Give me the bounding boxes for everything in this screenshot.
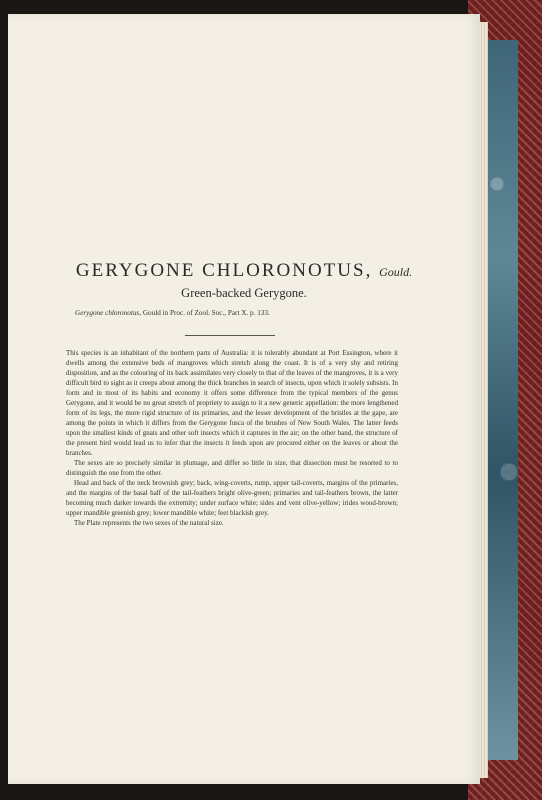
paragraph-2: The sexes are so precisely similar in plumage, and differ so little in size, that dissection must be resorted to to distinguish the one from the other. — [66, 459, 398, 477]
citation-species: Gerygone chloronotus, — [75, 309, 142, 317]
citation-reference: Gould in Proc. of Zool. Soc., Part X. p. 133. — [142, 309, 270, 317]
title-text: GERYGONE CHLORONOTUS, — [75, 260, 373, 281]
common-name: Green-backed Gerygone. — [181, 286, 307, 300]
species-title — [8, 260, 480, 282]
paragraph-1: This species is an inhabitant of the northern parts of Australia: it is tolerably abundant at Port Essington, where it dwells among the extensive beds of mangroves which stretch along the coast. It is of a very shy and retiring disposition, and as the colouring of its back assimilates very closely to that of the leaves of the mangroves, it is a very difficult bird to sight as it creeps about among the thick branches in search of insects, upon which it solely subsists. In form and in most of its habits and economy it offers some difference from the typical members of the genus Gerygone, and it would be no great stretch of propriety to assign to it a new generic appellation: the more lengthened form of its legs, the more rigid structure of its primaries, and the lesser development of the bristles at the gape, are among the points in which it differs from the Gerygone fusca of the brushes of New South Wales. The latter feeds upon the smallest kinds of gnats and other soft insects which it captures in the air; on the other hand, the structure of the present bird would lead us to infer that the insects it feeds upon are procured either on the leaves or about the branches. — [66, 349, 398, 457]
title-author: Gould. — [379, 265, 413, 279]
book-page — [8, 14, 480, 784]
marbled-edge — [488, 40, 518, 760]
divider-rule — [185, 335, 275, 336]
body-text — [66, 348, 398, 528]
paragraph-4: The Plate represents the two sexes of the natural size. — [74, 519, 224, 527]
citation — [75, 309, 455, 317]
paragraph-3: Head and back of the neck brownish grey; back, wing-coverts, rump, upper tail-coverts, margins of the primaries, and the margins of the basal half of the tail-feathers bright olive-green; primaries and tail-feathers brown, the latter becoming much darker towards the extremity; under surface white; sides and vent olive-yellow; irides wood-brown; upper mandible greenish grey; lower mandible white; feet blackish grey. — [66, 479, 398, 517]
